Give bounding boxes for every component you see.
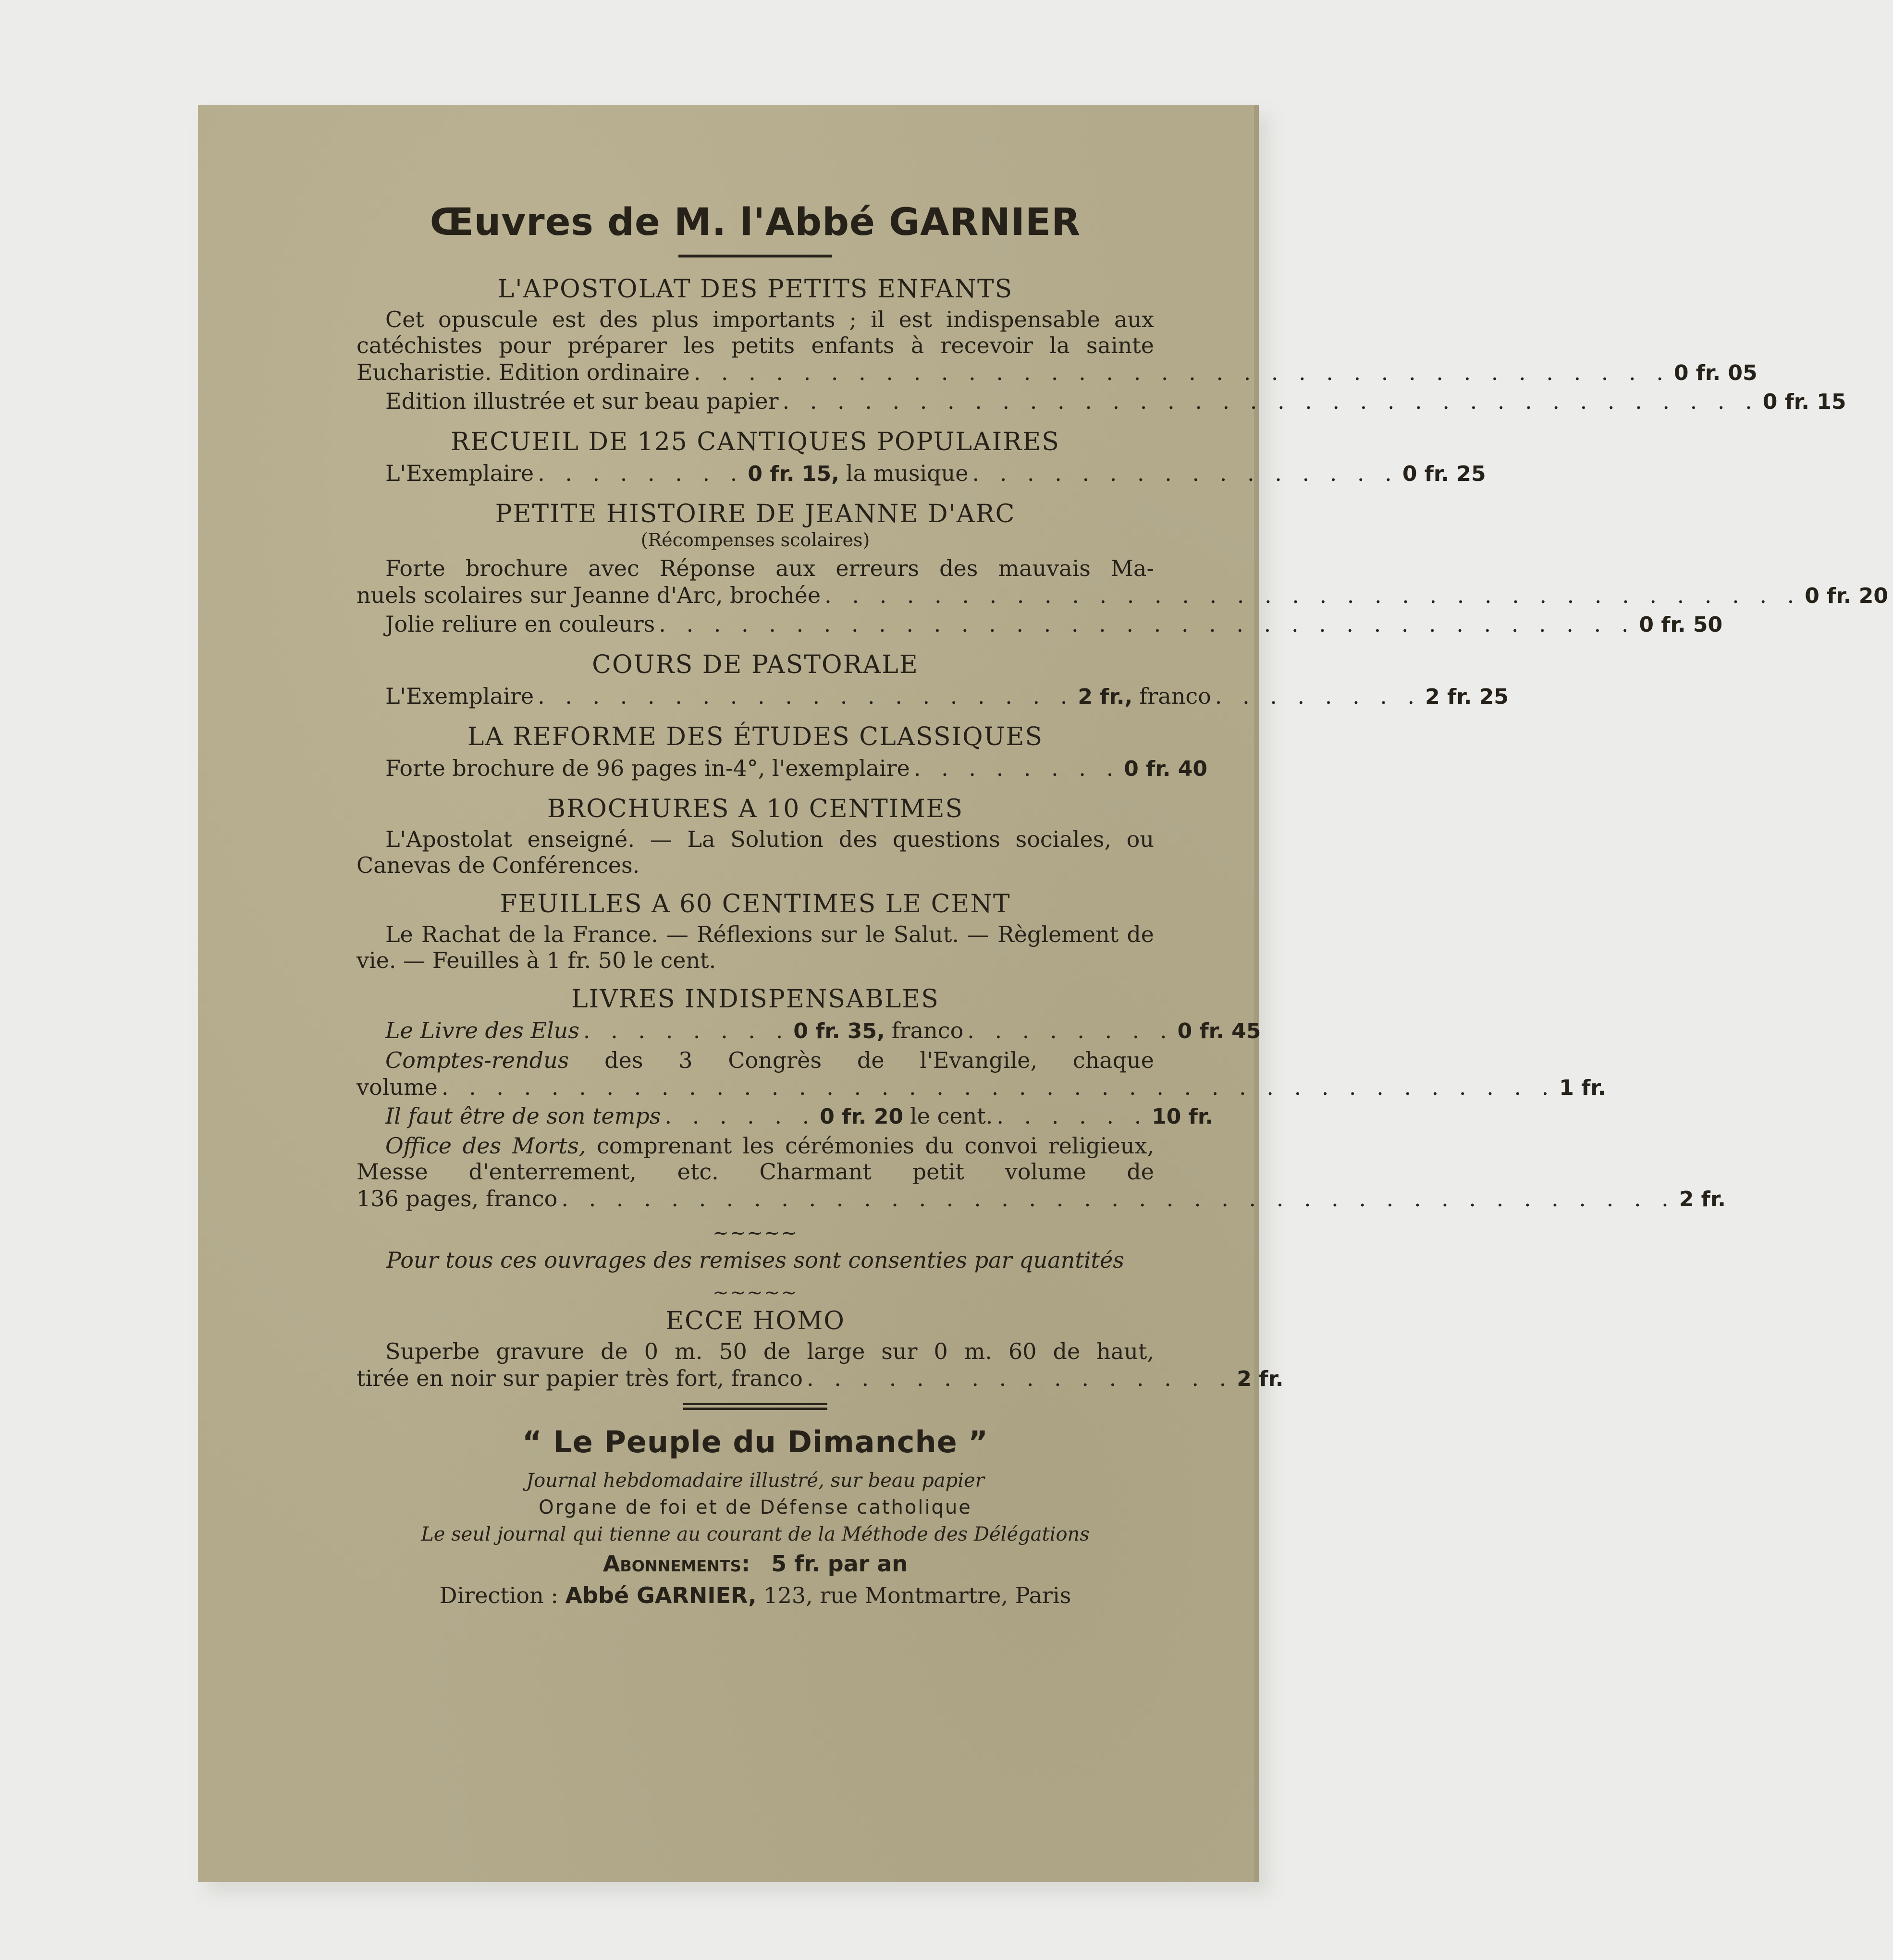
price-line-text: volume: [356, 1074, 438, 1100]
page-title: Œuvres de M. l'Abbé GARNIER: [430, 201, 1081, 244]
book-title: Office des Morts,: [385, 1133, 586, 1159]
section-title: ECCE HOMO: [665, 1307, 845, 1335]
section-ecce-homo: [356, 1307, 1284, 1393]
leader-dots: . . . . . . . . . . . . . . . . . . . .: [538, 683, 1074, 709]
secondary-price: 0 fr. 20: [820, 1104, 904, 1129]
price-line-text: Jolie reliure en couleurs: [385, 611, 655, 637]
journal-title: “ Le Peuple du Dimanche ”: [522, 1424, 989, 1459]
journal-line: Le seul journal qui tienne au courant de la Méthode des Délégations: [421, 1523, 1090, 1545]
section-title: L'APOSTOLAT DES PETITS ENFANTS: [497, 275, 1013, 304]
price-line-text: L'Exemplaire: [385, 460, 534, 486]
secondary-price: 0 fr. 35,: [793, 1019, 885, 1043]
price-line-text: L'Exemplaire: [385, 683, 534, 709]
price-line-text: Forte brochure de 96 pages in-4°, l'exemplaire: [385, 755, 910, 781]
price: 0 fr. 50: [1639, 612, 1723, 637]
direction-name: Abbé GARNIER,: [565, 1582, 757, 1608]
price-line: [356, 1073, 1606, 1102]
cover-content: [356, 201, 1889, 1611]
section-brochures: [356, 795, 1154, 878]
book-back-cover: [198, 105, 1889, 1882]
price-line: [356, 1102, 1214, 1131]
title-rule: [678, 255, 832, 257]
price: 0 fr. 20: [1805, 584, 1889, 608]
price: 1 fr.: [1559, 1076, 1606, 1100]
price: 10 fr.: [1152, 1104, 1214, 1129]
price: 0 fr. 15: [1762, 390, 1846, 414]
direction-address: 123, rue Montmartre, Paris: [763, 1582, 1071, 1608]
leader-dots: . . . . . .: [664, 1103, 816, 1129]
section-reforme: [356, 723, 1207, 783]
book-title: Le Livre des Elus: [385, 1017, 579, 1043]
book-entry: [356, 1133, 1154, 1185]
section-paragraph: Cet opuscule est des plus importants ; il est indispensable aux catéchistes pour préparer les petits enfants à recevoir la sainte: [356, 306, 1154, 358]
section-title: FEUILLES A 60 CENTIMES LE CENT: [500, 890, 1011, 919]
secondary-text: franco: [891, 1017, 964, 1043]
price: 2 fr.: [1679, 1187, 1726, 1212]
price-line-text: 136 pages, franco: [356, 1186, 558, 1212]
book-title: Comptes-rendus: [385, 1047, 569, 1073]
journal-advert: [356, 1424, 1154, 1611]
leader-dots: . . . . . . . .: [583, 1017, 790, 1043]
leader-dots: . . . . . . . . . . . . . . . . . . . . . . . . . . . . . . . . . . . .: [782, 388, 1759, 414]
leader-dots: . . . . . . . .: [913, 755, 1120, 781]
leader-dots: . . . . . . . . . . . . . . . . . . . . . . . . . . . . . . . . . . . .: [824, 582, 1801, 608]
price-line-text: Eucharistie. Edition ordinaire: [356, 359, 690, 385]
section-title: COURS DE PASTORALE: [592, 650, 919, 679]
section-apostolat: [356, 275, 1846, 416]
journal-line: Organe de foi et de Défense catholique: [539, 1496, 972, 1519]
section-title: BROCHURES A 10 CENTIMES: [547, 795, 964, 823]
price-line-text: Edition illustrée et sur beau papier: [385, 388, 779, 414]
section-title: LA REFORME DES ÉTUDES CLASSIQUES: [467, 723, 1044, 751]
price-line: [356, 1185, 1726, 1213]
price-line: [356, 1364, 1284, 1393]
leader-dots: . . . . . . . . . . . . . . . .: [972, 460, 1399, 486]
price-line-text: tirée en noir sur papier très fort, franco: [356, 1365, 803, 1391]
leader-dots: . . . . . . . .: [538, 460, 744, 486]
leader-dots: . . . . . . . . . . . . . . . .: [806, 1365, 1233, 1391]
section-cantiques: [356, 428, 1486, 488]
direction-line: [356, 1580, 1154, 1611]
section-paragraph: L'Apostolat enseigné. — La Solution des questions sociales, ou Canevas de Conférences.: [356, 826, 1154, 878]
price-line: [356, 581, 1889, 610]
book-title: Il faut être de son temps: [385, 1103, 661, 1129]
leader-dots: . . . . . . . . . . . . . . . . . . . . . . . . . . . . . . . . . . . .: [693, 359, 1670, 385]
price-line: [356, 610, 1723, 639]
leader-dots: . . . . . . . .: [1215, 683, 1422, 709]
subscription-line: [356, 1548, 1154, 1580]
section-subtitle: (Récompenses scolaires): [640, 529, 870, 551]
book-description: des 3 Congrès de l'Evangile, chaque: [604, 1047, 1154, 1073]
price: 0 fr. 25: [1402, 462, 1486, 486]
price: 0 fr. 05: [1673, 361, 1758, 385]
price: 0 fr. 45: [1177, 1019, 1261, 1043]
section-feuilles: [356, 890, 1154, 973]
price-line: [356, 459, 1486, 488]
price-line: [356, 387, 1846, 416]
price-line: [356, 682, 1509, 711]
section-paragraph: Forte brochure avec Réponse aux erreurs des mauvais Ma-: [385, 555, 1154, 581]
direction-label: Direction :: [439, 1582, 558, 1608]
section-paragraph: Le Rachat de la France. — Réflexions sur le Salut. — Règlement de vie. — Feuilles à 1 fr. 50 le cent.: [356, 921, 1154, 973]
book-entry: [356, 1047, 1154, 1073]
section-jeanne-darc: [356, 500, 1889, 639]
secondary-price: 2 fr.,: [1078, 685, 1133, 709]
section-paragraph: Superbe gravure de 0 m. 50 de large sur 0 m. 60 de haut,: [385, 1338, 1154, 1364]
price: 0 fr. 40: [1124, 757, 1207, 781]
price: 2 fr.: [1237, 1367, 1284, 1391]
price-line: [356, 1017, 1261, 1045]
secondary-text: franco: [1139, 683, 1211, 709]
price-line: [356, 358, 1758, 387]
secondary-text: la musique: [846, 460, 969, 486]
leader-dots: . . . . . . . . . . . . . . . . . . . . . . . . . . . . . . . . . . . . . . . . .: [441, 1074, 1556, 1100]
section-title: RECUEIL DE 125 CANTIQUES POPULAIRES: [451, 428, 1060, 456]
secondary-price: 0 fr. 15,: [748, 462, 839, 486]
section-title: LIVRES INDISPENSABLES: [571, 985, 939, 1014]
price-line: [356, 754, 1207, 783]
leader-dots: . . . . . . . . . . . . . . . . . . . . . . . . . . . . . . . . . . . . . . . . .: [561, 1186, 1675, 1212]
journal-line: Journal hebdomadaire illustré, sur beau papier: [526, 1470, 984, 1492]
leader-dots: . . . . . . . . . . . . . . . . . . . . . . . . . . . . . . . . . . . .: [659, 611, 1635, 637]
book-description: comprenant les cérémonies du convoi religieux, Messe d'enterrement, etc. Charmant petit volume de: [356, 1133, 1154, 1185]
secondary-text: le cent.: [910, 1103, 993, 1129]
price-line-text: nuels scolaires sur Jeanne d'Arc, brochée: [356, 582, 821, 608]
leader-dots: . . . . . . . .: [967, 1017, 1174, 1043]
discount-note: Pour tous ces ouvrages des remises sont consenties par quantités: [386, 1247, 1124, 1273]
double-rule-divider: [683, 1403, 827, 1410]
subscription-price: 5 fr. par an: [771, 1551, 908, 1577]
section-pastorale: [356, 650, 1509, 711]
section-livres: [356, 985, 1726, 1213]
leader-dots: . . . . . .: [996, 1103, 1148, 1129]
price: 2 fr. 25: [1425, 685, 1509, 709]
ornament-divider: ~~~~~: [713, 1222, 798, 1244]
subscription-label: Abonnements:: [602, 1551, 750, 1577]
ornament-divider: ~~~~~: [713, 1282, 798, 1304]
section-title: PETITE HISTOIRE DE JEANNE D'ARC: [495, 500, 1016, 528]
